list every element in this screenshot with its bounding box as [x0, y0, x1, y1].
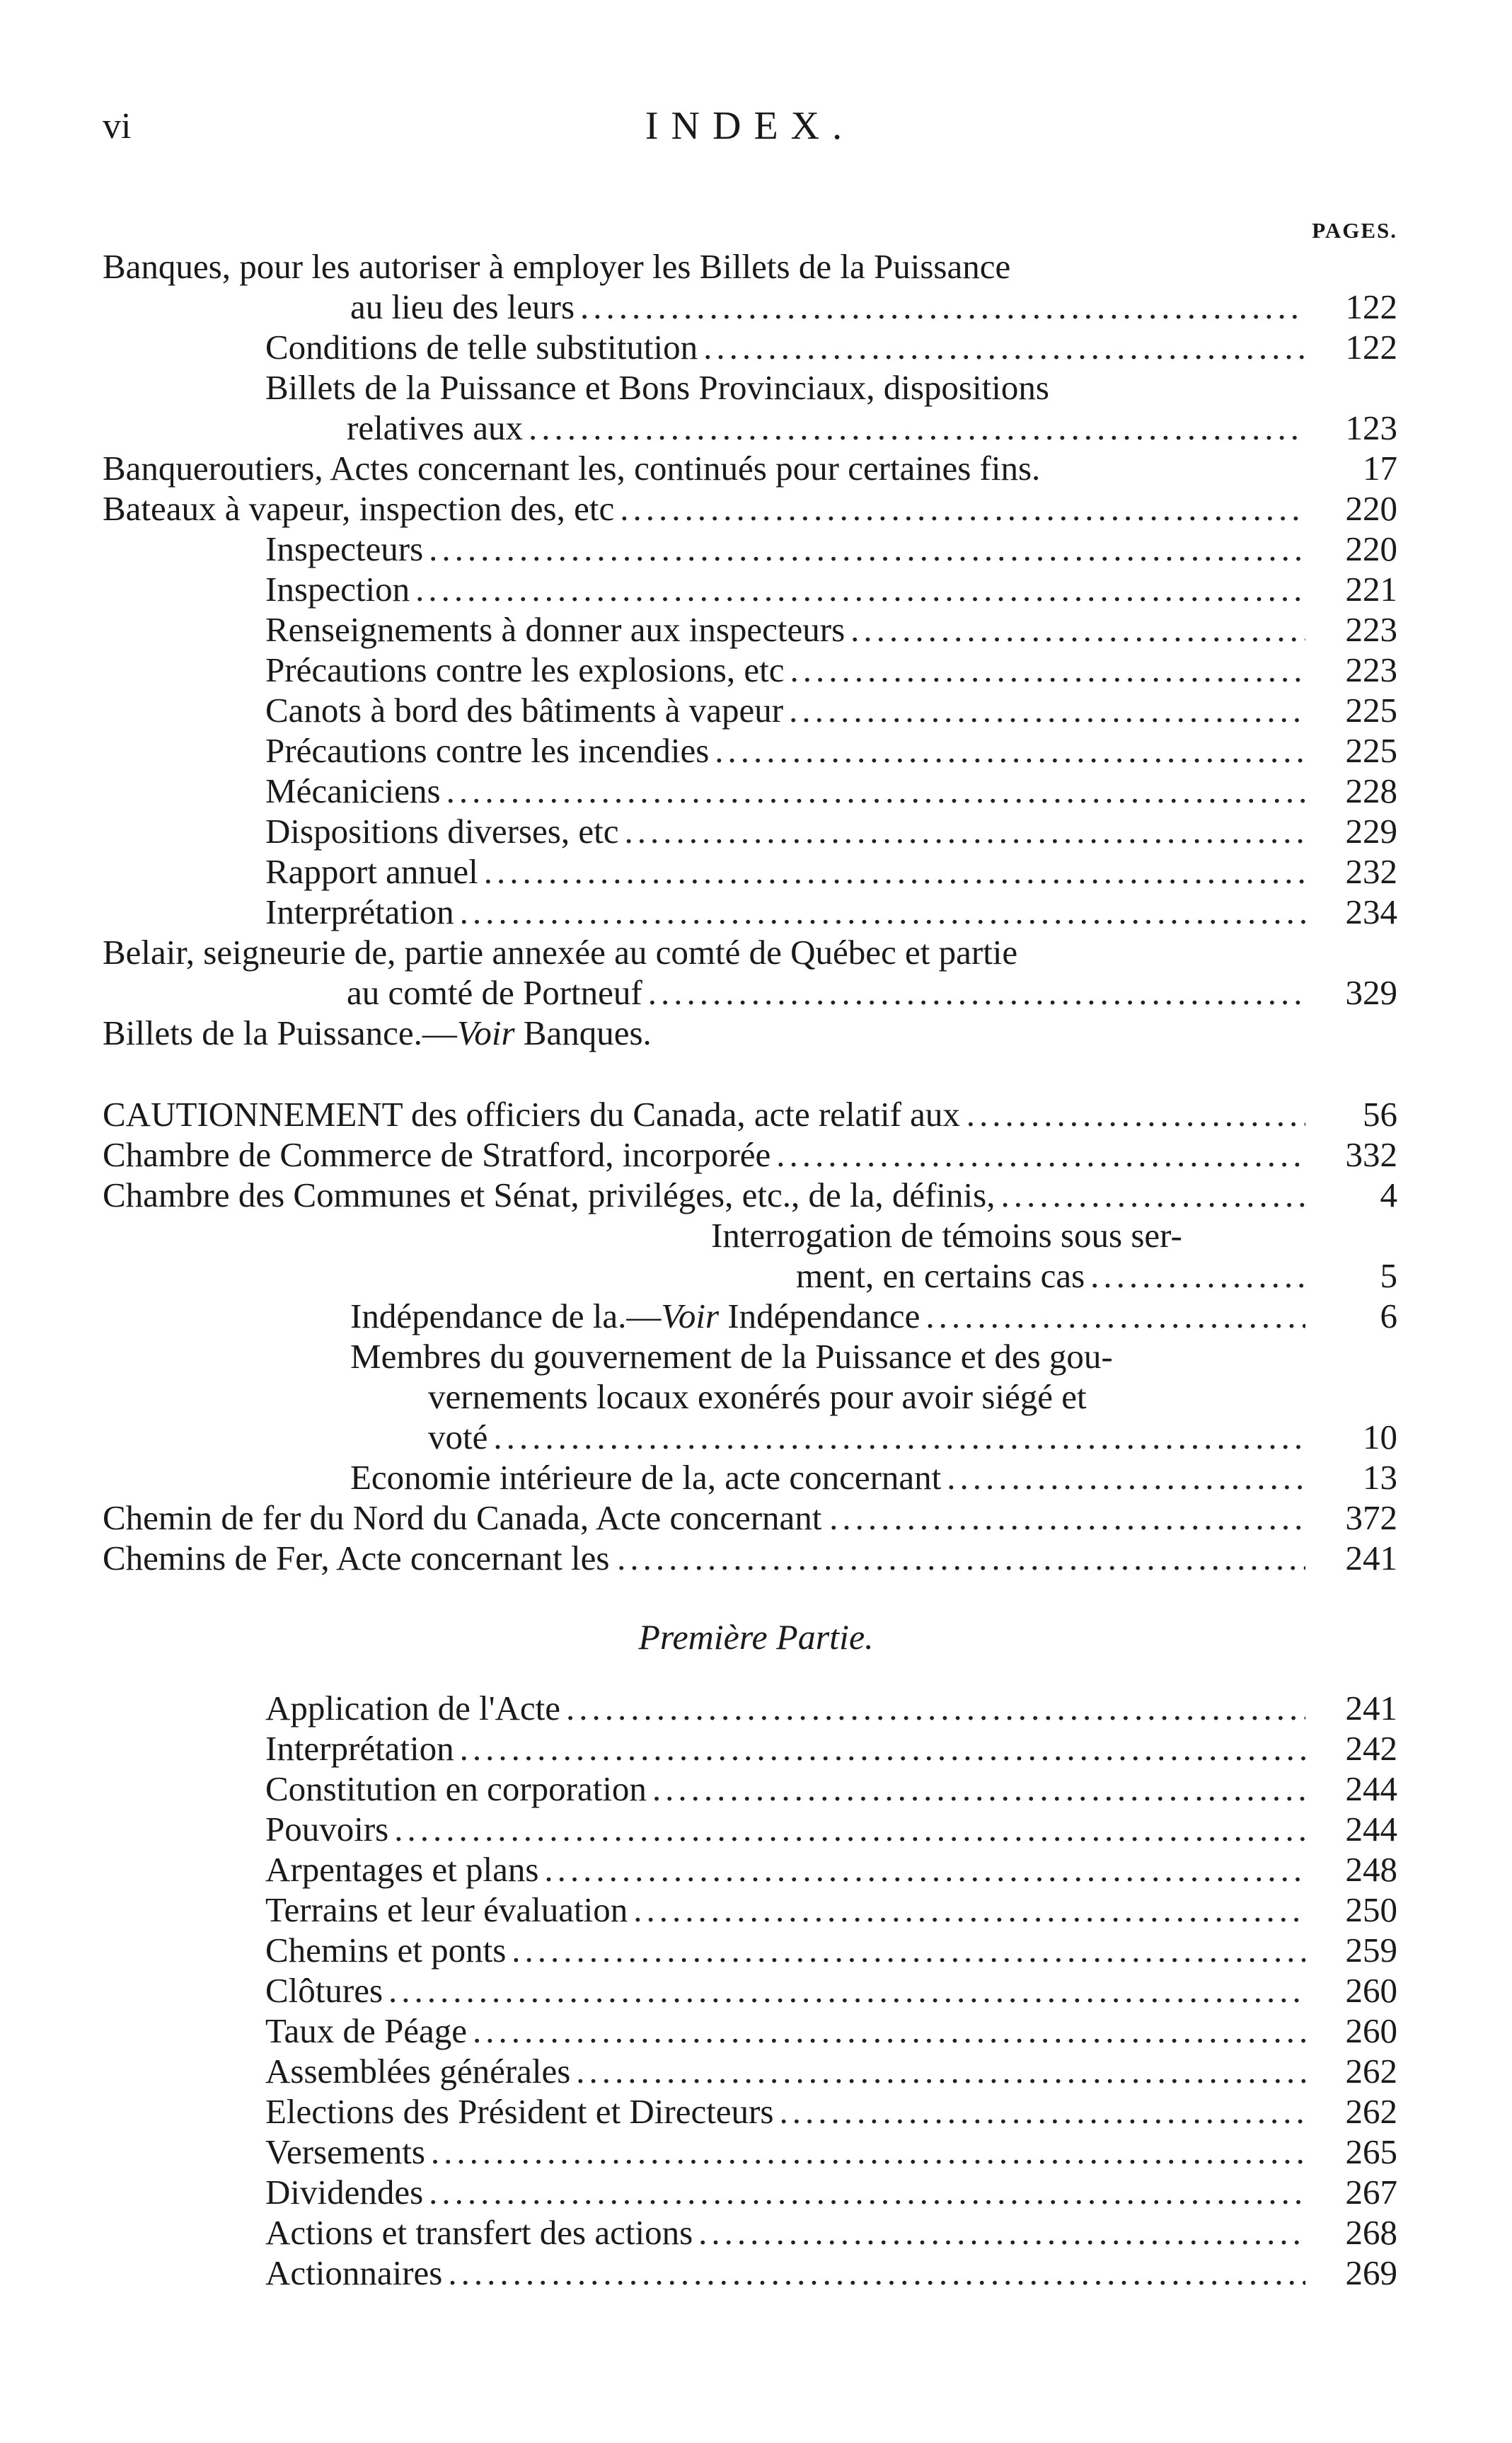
leader-dots: [493, 1417, 1305, 1457]
section-title: Première Partie.: [638, 1617, 874, 1657]
leader-dots: [580, 287, 1305, 327]
entry-text: Dividendes: [265, 2173, 424, 2212]
index-entry: [265, 1688, 1397, 1728]
index-entry: [265, 2051, 1397, 2091]
page-number-ref: 220: [1345, 529, 1397, 568]
see-also-target: Banques.: [514, 1013, 652, 1052]
leader-dots: [429, 2172, 1305, 2212]
leader-dots: [617, 1538, 1305, 1578]
see-also-italic: Voir: [456, 1013, 515, 1052]
index-entry: [103, 287, 1397, 327]
leader-dots: [829, 1498, 1305, 1538]
index-entry: [103, 408, 1397, 448]
page-title: INDEX.: [645, 104, 855, 148]
leader-dots: [789, 690, 1305, 730]
part-entries: [265, 1688, 1397, 2293]
entry-text: Banques, pour les autoriser à employer les Billets de la Puissance: [103, 247, 1011, 286]
entry-label: [711, 1215, 1182, 1255]
entry-text: relatives aux: [347, 408, 523, 447]
page-number-ref: 223: [1345, 650, 1397, 689]
index-entry: [103, 1538, 1397, 1578]
entry-label: [428, 1376, 1087, 1417]
page-number-ref: 329: [1345, 973, 1397, 1012]
page-number-ref: 123: [1345, 408, 1397, 447]
index-entry: [103, 972, 1397, 1013]
entry-text: Belair, seigneurie de, partie annexée au comté de Québec et partie: [103, 933, 1018, 972]
index-entries: [103, 246, 1397, 1578]
index-entry: [265, 2132, 1397, 2172]
leader-dots: [1000, 1175, 1305, 1215]
entry-label: [350, 1457, 941, 1498]
leader-dots: [394, 1809, 1305, 1849]
entry-label: [265, 851, 478, 892]
page-header: [103, 106, 1397, 156]
entry-label: [103, 932, 1017, 972]
entry-label: [265, 690, 783, 730]
entry-text: Mécaniciens: [265, 771, 441, 810]
page-number: vi: [103, 106, 132, 146]
entry-label: [265, 1769, 647, 1809]
entry-text: Versements: [265, 2132, 425, 2171]
entry-text: Dispositions diverses, etc: [265, 812, 619, 851]
page-number-ref: 221: [1345, 570, 1397, 609]
entry-label: [265, 367, 1049, 408]
index-entry: [265, 2172, 1397, 2212]
leader-dots: [415, 569, 1305, 609]
page-number-ref: 228: [1345, 771, 1397, 810]
page-number-ref: 5: [1380, 1256, 1397, 1295]
leader-dots: [698, 2212, 1305, 2253]
index-entry: [103, 1417, 1397, 1457]
leader-dots: [431, 2132, 1305, 2172]
leader-dots: [544, 1849, 1305, 1890]
entry-label: [265, 2212, 693, 2253]
leader-dots: [512, 1930, 1305, 1970]
page-number-ref: 241: [1345, 1689, 1397, 1728]
entry-text: Terrains et leur évaluation: [265, 1890, 628, 1929]
entry-text: Economie intérieure de la, acte concernant: [350, 1458, 942, 1497]
entry-label: [265, 2132, 425, 2172]
entry-label: [265, 811, 618, 851]
entry-text: Actionnaires: [265, 2253, 443, 2292]
index-entry: [103, 690, 1397, 730]
leader-dots: [947, 1457, 1305, 1498]
page-number-ref: 260: [1345, 1971, 1397, 2010]
entry-label: [265, 2011, 467, 2051]
entry-text: Bateaux à vapeur, inspection des, etc: [103, 489, 615, 528]
see-also-target: Indépendance: [719, 1297, 921, 1335]
entry-label: [265, 2172, 423, 2212]
entry-text: Elections des Président et Directeurs: [265, 2092, 774, 2131]
page-number-ref: 122: [1345, 287, 1397, 326]
index-entry: [265, 1809, 1397, 1849]
index-entry: [265, 1849, 1397, 1890]
entry-label: [265, 327, 698, 367]
index-entry: [103, 771, 1397, 811]
page-number-ref: 223: [1345, 610, 1397, 649]
entry-label: [265, 650, 784, 690]
leader-dots: [446, 771, 1305, 811]
entry-text: voté: [428, 1418, 488, 1456]
page-number-ref: 225: [1345, 731, 1397, 770]
entry-label: [103, 1538, 609, 1578]
page-number-ref: 259: [1345, 1931, 1397, 1970]
index-entry: [103, 327, 1397, 367]
index-entry: [103, 448, 1397, 488]
entry-text: Interrogation de témoins sous ser-: [711, 1216, 1182, 1255]
entry-text: Chambre des Communes et Sénat, priviléges, etc., de la, définis,: [103, 1175, 996, 1214]
leader-dots: [966, 1094, 1305, 1134]
entry-label: [265, 2253, 442, 2293]
page-number-ref: 225: [1345, 691, 1397, 730]
entry-label: [265, 892, 454, 932]
entry-label: [265, 1809, 388, 1849]
page-number-ref: 4: [1380, 1175, 1397, 1214]
entry-text: Indépendance de la.—: [350, 1297, 662, 1335]
entry-text: Assemblées générales: [265, 2052, 571, 2091]
page-number-ref: 242: [1345, 1729, 1397, 1768]
index-entry: [103, 730, 1397, 771]
leader-dots: [633, 1890, 1305, 1930]
index-entry: [265, 1970, 1397, 2011]
entry-label: [265, 1890, 628, 1930]
entry-text: Interprétation: [265, 892, 454, 931]
page-number-ref: 229: [1345, 812, 1397, 851]
leader-dots: [715, 730, 1305, 771]
page-number-ref: 241: [1345, 1539, 1397, 1577]
entry-label: [103, 1013, 652, 1053]
leader-dots: [473, 2011, 1305, 2051]
page-number-ref: 56: [1363, 1095, 1397, 1134]
index-entry: [103, 1013, 1397, 1053]
page-number-ref: 268: [1345, 2213, 1397, 2252]
index-entry: [265, 2212, 1397, 2253]
leader-dots: [566, 1688, 1305, 1728]
entry-text: Billets de la Puissance.—: [103, 1013, 457, 1052]
page-number-ref: 122: [1345, 328, 1397, 367]
entry-text: au lieu des leurs: [350, 287, 575, 326]
index-entry: [265, 2011, 1397, 2051]
index-entry: [103, 1053, 1397, 1094]
page-number-ref: 262: [1345, 2052, 1397, 2091]
entry-label: [265, 2091, 773, 2132]
index-entry: [103, 1457, 1397, 1498]
page-number-ref: 17: [1363, 449, 1397, 488]
index-entry: [103, 851, 1397, 892]
entry-label: [350, 1336, 1113, 1376]
entry-label: [350, 287, 575, 327]
leader-dots: [388, 1970, 1305, 2011]
entry-label: [265, 529, 423, 569]
entry-text: Précautions contre les incendies: [265, 731, 710, 770]
page-number-ref: 244: [1345, 1769, 1397, 1808]
page-number-ref: 234: [1345, 892, 1397, 931]
entry-text: Chambre de Commerce de Stratford, incorporée: [103, 1135, 771, 1174]
entry-label: [347, 408, 523, 448]
entry-text: Constitution en corporation: [265, 1769, 647, 1808]
entry-label: [265, 1849, 538, 1890]
entry-label: [265, 609, 845, 650]
entry-text: au comté de Portneuf: [347, 973, 642, 1012]
page-number-ref: 372: [1345, 1498, 1397, 1537]
entry-label: [103, 488, 614, 529]
entry-text: Canots à bord des bâtiments à vapeur: [265, 691, 784, 730]
index-entry: [103, 1215, 1397, 1255]
entry-text: Actions et transfert des actions: [265, 2213, 693, 2252]
entry-text: Inspecteurs: [265, 529, 424, 568]
entry-text: Inspection: [265, 570, 410, 609]
see-also-italic: Voir: [661, 1297, 720, 1335]
page-number-ref: 267: [1345, 2173, 1397, 2212]
page-number-ref: 10: [1363, 1418, 1397, 1456]
page-number-ref: 250: [1345, 1890, 1397, 1929]
leader-dots: [529, 408, 1305, 448]
index-entry: [103, 1255, 1397, 1296]
entry-label: [265, 1970, 383, 2011]
index-entry: [103, 529, 1397, 569]
page-number-ref: 248: [1345, 1850, 1397, 1889]
entry-label: [265, 2051, 570, 2091]
index-entry: [103, 367, 1397, 408]
entry-text: ment, en certains cas: [796, 1256, 1085, 1295]
page-number-ref: 220: [1345, 489, 1397, 528]
entry-text: Interprétation: [265, 1729, 454, 1768]
leader-dots: [776, 1134, 1305, 1175]
leader-dots: [460, 892, 1305, 932]
page-number-ref: 260: [1345, 2011, 1397, 2050]
leader-dots: [648, 972, 1305, 1013]
entry-text: Arpentages et plans: [265, 1850, 539, 1889]
index-entry: [103, 1498, 1397, 1538]
entry-text: Chemins de Fer, Acte concernant les: [103, 1539, 610, 1577]
leader-dots: [652, 1769, 1305, 1809]
entry-text: Pouvoirs: [265, 1810, 389, 1849]
index-entry: [103, 1296, 1397, 1336]
entry-label: [103, 1134, 771, 1175]
leader-dots: [624, 811, 1305, 851]
page-number-ref: 265: [1345, 2132, 1397, 2171]
leader-dots: [779, 2091, 1305, 2132]
index-entry: [103, 1376, 1397, 1417]
entry-label: [103, 1498, 821, 1538]
index-entry: [103, 488, 1397, 529]
page-number-ref: 232: [1345, 852, 1397, 891]
entry-label: [347, 972, 642, 1013]
leader-dots: [460, 1728, 1305, 1769]
leader-dots: [1090, 1255, 1305, 1296]
entry-label: [265, 730, 709, 771]
index-entry: [265, 2091, 1397, 2132]
entry-label: [265, 1930, 506, 1970]
entry-label: [103, 1175, 995, 1215]
entry-label: [265, 569, 410, 609]
entry-label: [265, 771, 441, 811]
leader-dots: [429, 529, 1305, 569]
entry-text: Chemin de fer du Nord du Canada, Acte concernant: [103, 1498, 822, 1537]
index-entry: [103, 246, 1397, 287]
index-entry: [265, 2253, 1397, 2293]
page-number-ref: 262: [1345, 2092, 1397, 2131]
index-entry: [103, 1094, 1397, 1134]
index-entry: [103, 1175, 1397, 1215]
leader-dots: [576, 2051, 1305, 2091]
leader-dots: [925, 1296, 1305, 1336]
entry-text: vernements locaux exonérés pour avoir siégé et: [428, 1377, 1087, 1416]
entry-label: [428, 1417, 487, 1457]
index-entry: [103, 811, 1397, 851]
entry-label: [103, 246, 1010, 287]
entry-label: [265, 1688, 560, 1728]
entry-text: Précautions contre les explosions, etc: [265, 650, 785, 689]
page-number-ref: 332: [1345, 1135, 1397, 1174]
leader-dots: [850, 609, 1305, 650]
index-entry: [265, 1728, 1397, 1769]
index-entry: [265, 1930, 1397, 1970]
index-entry: [103, 650, 1397, 690]
index-entry: [103, 932, 1397, 972]
page-number-ref: 13: [1363, 1458, 1397, 1497]
entry-text: Taux de Péage: [265, 2011, 468, 2050]
index-entry: [103, 1134, 1397, 1175]
entry-label: [265, 1728, 454, 1769]
page-number-ref: 6: [1380, 1297, 1397, 1335]
leader-dots: [620, 488, 1305, 529]
entry-label: [103, 1094, 960, 1134]
entry-text: Chemins et ponts: [265, 1931, 507, 1970]
entry-text: Banqueroutiers, Actes concernant les, continués pour certaines fins.: [103, 449, 1041, 488]
entry-text: Membres du gouvernement de la Puissance et des gou-: [350, 1337, 1113, 1376]
entry-text: Application de l'Acte: [265, 1689, 561, 1728]
leader-dots: [484, 851, 1305, 892]
entry-label: [103, 448, 1040, 488]
leader-dots: [790, 650, 1305, 690]
entry-text: Clôtures: [265, 1971, 383, 2010]
leader-dots: [448, 2253, 1305, 2293]
leader-dots: [703, 327, 1305, 367]
entry-label: [350, 1296, 920, 1336]
index-entry: [265, 1890, 1397, 1930]
entry-text: CAUTIONNEMENT des officiers du Canada, acte relatif aux: [103, 1095, 960, 1134]
index-entry: [103, 1336, 1397, 1376]
page-number-ref: 244: [1345, 1810, 1397, 1849]
index-entry: [103, 892, 1397, 932]
entry-text: Renseignements à donner aux inspecteurs: [265, 610, 846, 649]
entry-label: [796, 1255, 1085, 1296]
page-number-ref: 269: [1345, 2253, 1397, 2292]
entry-text: Conditions de telle substitution: [265, 328, 698, 367]
pages-column-label: PAGES.: [1312, 218, 1397, 243]
index-entry: [103, 569, 1397, 609]
entry-text: Billets de la Puissance et Bons Provinciaux, dispositions: [265, 368, 1049, 407]
entry-text: Rapport annuel: [265, 852, 478, 891]
index-entry: [103, 609, 1397, 650]
index-entry: [265, 1769, 1397, 1809]
